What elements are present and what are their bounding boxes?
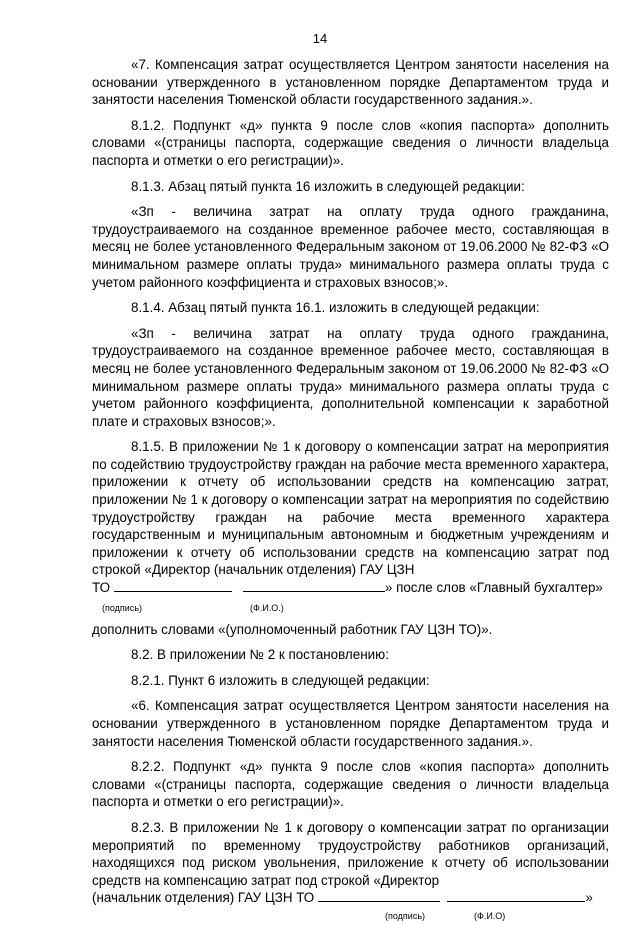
signature-line-2 — [92, 889, 609, 907]
paragraph-6: «6. Компенсация затрат осуществляется Центром занятости населения на основании утвержденного в установленном порядке Департаментом труда и занятости населения Тюменской области государственного задания.». — [92, 698, 609, 749]
paragraph-8-2-2: 8.2.2. Подпункт «д» пункта 9 после слов «копия паспорта» дополнить словами «(страницы паспорта, содержащие сведения о личности владельца паспорта и отметки о его регистрации)». — [92, 759, 609, 810]
signature-line-1-suffix: » после слов «Главный бухгалтер» — [384, 580, 603, 596]
caption-name-2: (Ф.И.О) — [474, 910, 506, 921]
caption-sign-1: (подпись) — [102, 602, 143, 613]
name-blank-2 — [447, 889, 585, 902]
signature-captions-1 — [92, 597, 609, 619]
signature-line-2-prefix: (начальник отделения) ГАУ ЦЗН ТО — [92, 890, 315, 906]
paragraph-zp-16: «Зп - величина затрат на оплату труда одного гражданина, трудоустраиваемого на созданное временное рабочее место, составляющая в месяц не более установленного Федеральным законом от 19.06.2000 № 82-ФЗ «О минимальном размере оплаты труда» минимального размера оплаты труда с учетом районного коэффициента и страховых взносов;». — [92, 204, 609, 290]
document-body — [92, 56, 609, 925]
caption-sign-2: (подпись) — [385, 910, 426, 921]
signature-blank-2 — [318, 889, 440, 902]
name-blank-1 — [243, 579, 385, 592]
paragraph-8-1-5: 8.1.5. В приложении № 1 к договору о компенсации затрат на мероприятия по содействию трудоустройству граждан на рабочие места временного характера, приложении к отчету об использовании средств на компенсацию затрат, приложении № 1 к договору о компенсации затрат на мероприятия по содействию трудоустройству граждан на рабочие места временного характера государственным и муниципальным автономным и бюджетным учреждениям и приложении к отчету об использовании средств на компенсацию затрат под строкой «Директор (начальник отделения) ГАУ ЦЗН — [92, 439, 609, 578]
caption-name-1: (Ф.И.О.) — [250, 602, 284, 613]
signature-captions-2 — [92, 907, 609, 925]
signature-line-2-suffix: » — [585, 890, 593, 906]
paragraph-zp-16-1: «Зп - величина затрат на оплату труда одного гражданина, трудоустраиваемого на созданное временное рабочее место, составляющая в месяц не более установленного Федеральным законом от 19.06.2000 № 82-ФЗ «О минимальном размере оплаты труда» минимального размера оплаты труда с учетом районного коэффициента, дополнительной компенсации к заработной плате и страховых взносов;». — [92, 325, 609, 429]
paragraph-8-2-1: 8.2.1. Пункт 6 изложить в следующей редакции: — [131, 672, 430, 688]
paragraph-8-2-3: 8.2.3. В приложении № 1 к договору о компенсации затрат по организации мероприятий по временному трудоустройству работников организаций, находящихся под риском увольнения, приложение к отчету об использовании средств на компенсацию затрат под строкой «Директор — [92, 819, 609, 888]
signature-line-1-prefix: ТО — [92, 580, 110, 596]
signature-line-1 — [92, 579, 609, 597]
paragraph-8-2: 8.2. В приложении № 2 к постановлению: — [131, 647, 389, 663]
paragraph-7: «7. Компенсация затрат осуществляется Центром занятости населения на основании утвержденного в установленном порядке Департаментом труда и занятости населения Тюменской области государственного задания.». — [92, 57, 609, 108]
paragraph-8-1-3: 8.1.3. Абзац пятый пункта 16 изложить в следующей редакции: — [131, 178, 525, 194]
paragraph-8-1-2: 8.1.2. Подпункт «д» пункта 9 после слов «копия паспорта» дополнить словами «(страницы паспорта, содержащие сведения о личности владельца паспорта и отметки о его регистрации)». — [92, 117, 609, 168]
signature-blank-1 — [114, 579, 232, 592]
page-number: 14 — [312, 31, 328, 46]
paragraph-8-1-4: 8.1.4. Абзац пятый пункта 16.1. изложить в следующей редакции: — [131, 300, 540, 316]
paragraph-after-signature: дополнить словами «(уполномоченный работник ГАУ ЦЗН ТО)». — [92, 621, 493, 637]
